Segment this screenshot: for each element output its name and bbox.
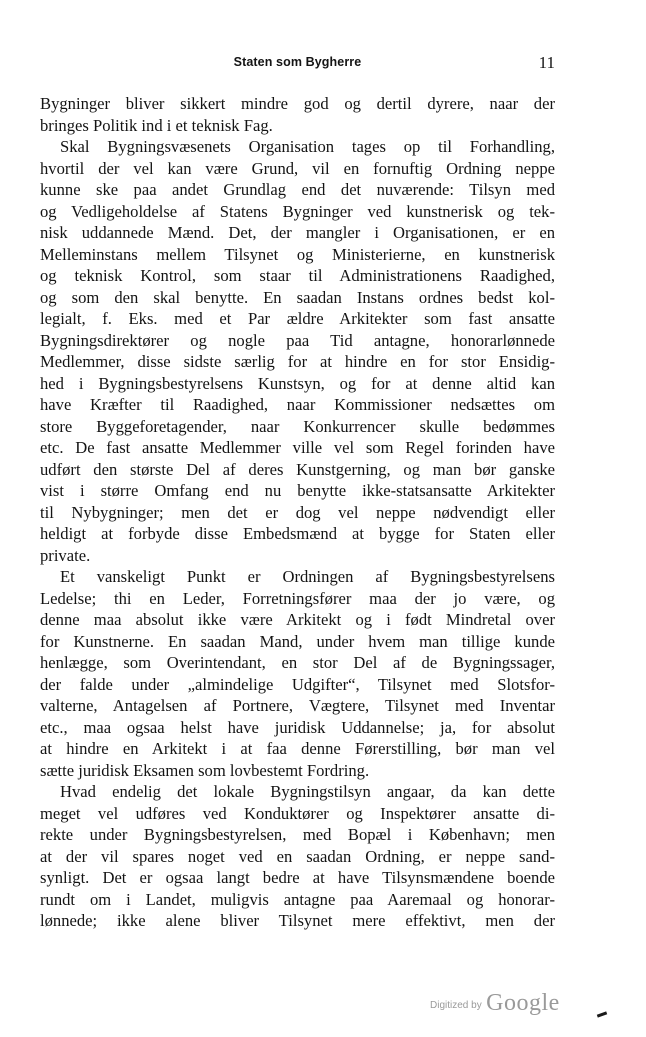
text-line: bringes Politik ind i et teknisk Fag. [40,115,273,135]
digitized-prefix: Digitized by [430,1000,482,1011]
text-line: etc. De fast ansatte Medlemmer ville vel som Regel forinden have [40,438,555,457]
body-text [40,93,555,932]
text-line: og Vedligeholdelse af Statens Bygninger ved kunstnerisk og tek- [40,201,555,221]
text-line: have Kræfter til Raadighed, naar Kommissioner nedsættes om [40,395,555,414]
digitized-brand: Google [486,990,560,1016]
text-line: Bygninger bliver sikkert mindre god og dertil dyrere, naar der [40,94,555,113]
text-line: nisk uddannede Mænd. Det, der mangler i Organisationen, er en [40,223,555,242]
text-line: rekte under Bygningsbestyrelsen, med Bopæl i København; men [40,825,555,844]
text-line: vist i større Omfang end nu benytte ikke-statsansatte Arkitekter [40,481,555,500]
page-header [40,55,555,77]
text-line: at der vil spares noget ved en saadan Ordning, er neppe sand- [40,846,555,866]
text-line: private. [40,545,91,565]
text-line: store Byggeforetagender, naar Konkurrencer skulle bedømmes [40,416,555,436]
text-line: der falde under „almindelige Udgifter“, Tilsynet med Slotsfor- [40,674,555,694]
text-line: Skal Bygningsvæsenets Organisation tages op til Forhandling, [60,137,555,156]
text-line: Hvad endelig det lokale Bygningstilsyn angaar, da kan dette [60,782,555,801]
running-title: Staten som Bygherre [233,55,362,69]
text-line: Melleminstans mellem Tilsynet og Ministerierne, en kunstnerisk [40,244,555,264]
text-line: sætte juridisk Eksamen som lovbestemt Fordring. [40,760,370,780]
text-line: Et vanskeligt Punkt er Ordningen af Bygningsbestyrelsens [60,567,555,586]
text-line: legialt, f. Eks. med et Par ældre Arkitekter som fast ansatte [40,309,555,328]
text-line: hed i Bygningsbestyrelsens Kunstsyn, og for at denne altid kan [40,373,555,393]
text-line: at hindre en Arkitekt i at faa denne Førerstilling, bør man vel [40,739,555,758]
text-line: henlægge, som Overintendant, en stor Del af de Bygningssager, [40,653,555,672]
digitized-by-watermark [430,990,560,1017]
text-line: Medlemmer, disse sidste særlig for at hindre en for stor Ensidig- [40,352,555,371]
scan-artifact-mark [597,1011,607,1017]
text-line: valterne, Antagelsen af Portnere, Vægtere, Tilsynet med Inventar [40,696,555,715]
text-line: rundt om i Landet, muligvis antagne paa Aaremaal og honorar- [40,889,555,909]
text-line: meget vel udføres ved Konduktører og Inspektører ansatte di- [40,803,555,823]
text-line: hvortil der vel kan være Grund, vil en fornuftig Ordning neppe [40,158,555,178]
text-line: og som den skal benytte. En saadan Instans ordnes bedst kol- [40,287,555,307]
text-line: kunne ske paa andet Grundlag end det nuværende: Tilsyn med [40,180,555,199]
text-line: heldigt at forbyde disse Embedsmænd at bygge for Staten eller [40,524,555,543]
text-line: og teknisk Kontrol, som staar til Administrationens Raadighed, [40,266,555,285]
text-line: etc., maa ogsaa helst have juridisk Uddannelse; ja, for absolut [40,717,555,737]
page-number: 11 [538,53,555,72]
text-line: Ledelse; thi en Leder, Forretningsfører maa der jo være, og [40,588,555,608]
text-line: denne maa absolut ikke være Arkitekt og i født Mindretal over [40,610,555,629]
text-line: udført den største Del af deres Kunstgerning, og man bør ganske [40,459,555,479]
text-line: lønnede; ikke alene bliver Tilsynet mere effektivt, men der [40,911,555,930]
text-line: for Kunstnerne. En saadan Mand, under hvem man tillige kunde [40,631,555,651]
text-line: til Nybygninger; men det er dog vel neppe nødvendigt eller [40,502,555,522]
text-line: synligt. Det er ogsaa langt bedre at have Tilsynsmændene boende [40,868,555,887]
text-line: Bygningsdirektører og nogle paa Tid antagne, honorarlønnede [40,330,555,350]
